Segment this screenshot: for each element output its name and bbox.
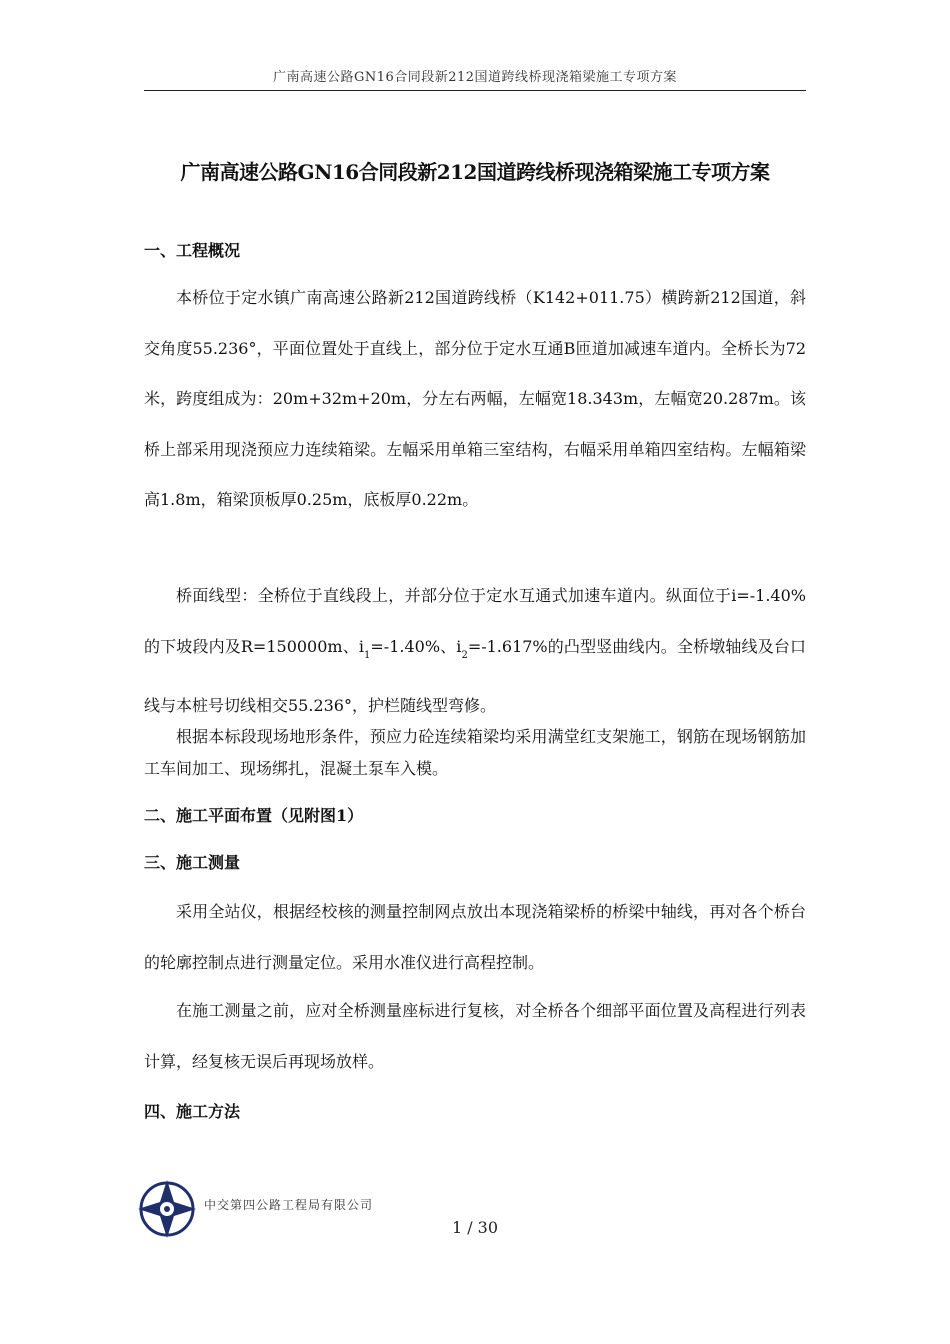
- page-number: 1 / 30: [451, 1218, 499, 1237]
- alignment-text-3: =-1.617%的凸型竖曲线内。全桥墩轴线及台口线与本桩号切线相交55.236°，护栏随线型弯修。: [144, 636, 806, 715]
- paragraph-overview: 本桥位于定水镇广南高速公路新212国道跨线桥（K142+011.75）横跨新212国道，斜交角度55.236°，平面位置处于直线上，部分位于定水互通B匝道加减速车道内。全桥长为72米，跨度组成为：20m+32m+20m，分左右两幅，左幅宽18.343m，左幅宽20.287m。该桥上部采用现浇预应力连续箱梁。左幅采用单箱三室结构，右幅采用单箱四室结构。左幅箱梁高1.8m，箱梁顶板厚0.25m，底板厚0.22m。: [144, 288, 806, 509]
- section-heading-1: 一、工程概况: [144, 241, 241, 260]
- subscript-1: 1: [364, 649, 371, 661]
- section-heading-4: 四、施工方法: [144, 1102, 241, 1121]
- alignment-text-2: =-1.40%、i: [370, 636, 462, 656]
- paragraph-alignment: [144, 571, 806, 732]
- section-heading-3: 三、施工测量: [144, 853, 241, 872]
- paragraph-survey-2: 在施工测量之前，应对全桥测量座标进行复核，对全桥各个细部平面位置及高程进行列表计算，经复核无误后再现场放样。: [144, 1001, 806, 1071]
- subscript-2: 2: [461, 649, 468, 661]
- paragraph-construction-method: 根据本标段现场地形条件，预应力砼连续箱梁均采用满堂红支架施工，钢筋在现场钢筋加工车间加工、现场绑扎，混凝土泵车入模。: [144, 727, 806, 778]
- document-title: 广南高速公路GN16合同段新212国道跨线桥现浇箱梁施工专项方案: [180, 160, 770, 184]
- footer-company-name: 中交第四公路工程局有限公司: [204, 1198, 374, 1212]
- alignment-text-1: 桥面线型：全桥位于直线段上，并部分位于定水互通式加速车道内。纵面位于i=-1.40%的下坡段内及R=150000m、i: [144, 586, 806, 656]
- section-heading-2: 二、施工平面布置（见附图1）: [144, 806, 364, 825]
- header-divider: [144, 90, 806, 91]
- paragraph-survey-1: 采用全站仪，根据经校核的测量控制网点放出本现浇箱梁桥的桥梁中轴线，再对各个桥台的轮廓控制点进行测量定位。采用水准仪进行高程控制。: [144, 902, 806, 972]
- running-header: 广南高速公路GN16合同段新212国道跨线桥现浇箱梁施工专项方案: [272, 70, 678, 85]
